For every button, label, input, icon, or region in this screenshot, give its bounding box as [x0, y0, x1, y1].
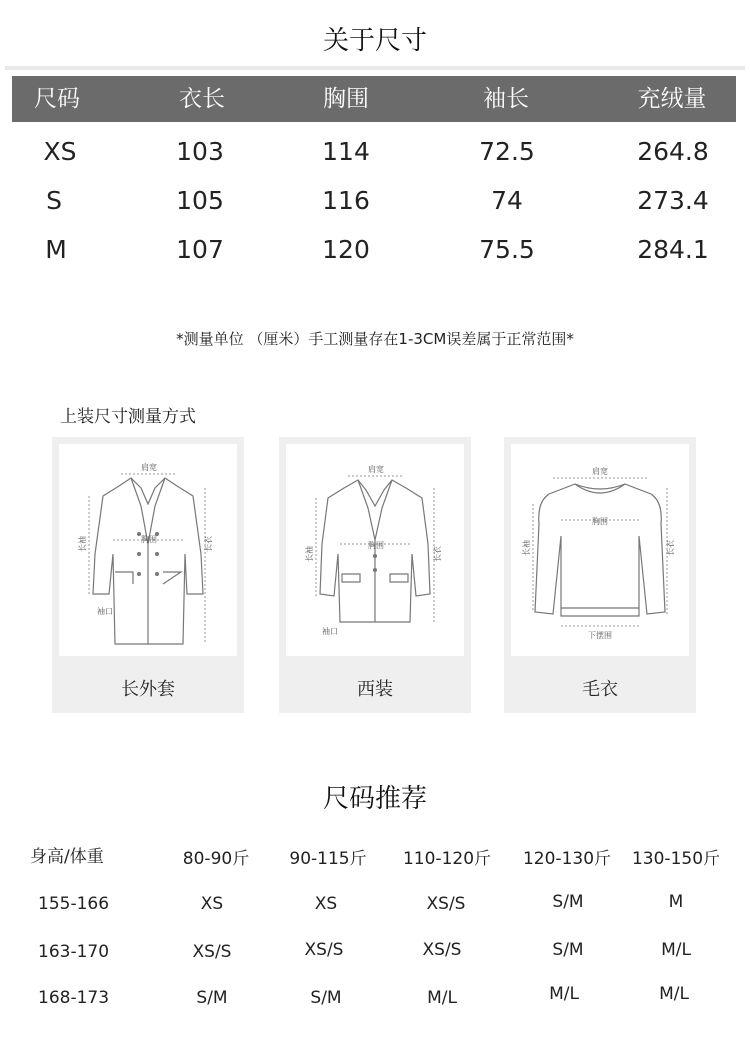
cell-size: S	[46, 186, 62, 215]
cell-chest: 120	[322, 235, 370, 264]
cell-length: 105	[176, 186, 224, 215]
recommendation-title: 尺码推荐	[322, 784, 427, 814]
rec-size: XS/S	[192, 942, 232, 962]
rec-height: 163-170	[38, 942, 110, 962]
table-row	[0, 137, 750, 177]
rec-header-weight: 110-120斤	[402, 849, 492, 869]
rec-size: M/L	[549, 984, 579, 1004]
rec-size: M/L	[659, 984, 689, 1004]
length-label: 长衣	[204, 536, 213, 552]
sweater-card	[504, 437, 696, 713]
cell-sleeve: 72.5	[479, 137, 535, 166]
rec-size: XS	[314, 894, 338, 914]
cell-sleeve: 74	[491, 186, 523, 215]
shoulder-label: 肩宽	[141, 463, 157, 472]
rec-size: S/M	[310, 988, 342, 1008]
rec-header-weight: 120-130斤	[522, 849, 612, 869]
cell-length: 107	[176, 235, 224, 264]
table-row	[0, 235, 750, 275]
rec-size: XS/S	[426, 894, 466, 914]
cell-length: 103	[176, 137, 224, 166]
chest-label: 胸围	[592, 517, 608, 526]
rec-size: S/M	[552, 940, 584, 960]
size-chart-title: 关于尺寸	[322, 26, 427, 56]
table-row	[0, 186, 750, 226]
suit-illustration	[286, 444, 464, 656]
header-chest: 胸围	[323, 86, 369, 112]
suit-card	[279, 437, 471, 713]
header-down-fill: 充绒量	[637, 86, 707, 112]
cell-chest: 116	[322, 186, 370, 215]
rec-size: S/M	[552, 892, 584, 912]
rec-height: 168-173	[38, 988, 110, 1008]
rec-size: M/L	[661, 940, 691, 960]
sweater-illustration-panel	[511, 444, 689, 656]
rec-size: M/L	[427, 988, 457, 1008]
measurement-note: *测量单位 （厘米）手工测量存在1-3CM误差属于正常范围*	[176, 330, 574, 348]
cell-size: M	[45, 235, 67, 264]
sleeve-label: 长袖	[78, 536, 87, 552]
cell-down-fill: 264.8	[637, 137, 709, 166]
rec-height: 155-166	[38, 894, 110, 914]
sweater-caption: 毛衣	[582, 679, 618, 700]
length-label: 长衣	[666, 540, 675, 556]
rec-size: XS/S	[304, 940, 344, 960]
rec-header-weight: 130-150斤	[631, 849, 721, 869]
long-coat-illustration	[59, 444, 237, 656]
header-length: 衣长	[179, 86, 225, 112]
header-sleeve: 袖长	[483, 86, 529, 112]
cell-chest: 114	[322, 137, 370, 166]
size-table-header	[12, 76, 736, 122]
long-coat-card	[52, 437, 244, 713]
rec-size: S/M	[196, 988, 228, 1008]
rec-header-weight: 80-90斤	[182, 849, 250, 869]
shoulder-label: 肩宽	[368, 465, 384, 474]
hem-label: 下摆围	[588, 631, 612, 640]
cuff-label: 袖口	[97, 607, 113, 616]
suit-caption: 西装	[357, 679, 393, 700]
cell-down-fill: 273.4	[637, 186, 709, 215]
rec-header-weight: 90-115斤	[289, 849, 367, 869]
chest-label: 胸围	[368, 541, 384, 550]
long-coat-illustration-panel	[59, 444, 237, 656]
cuff-label: 袖口	[322, 627, 338, 636]
chest-label: 胸围	[141, 535, 157, 544]
header-size: 尺码	[34, 86, 80, 112]
cell-down-fill: 284.1	[637, 235, 709, 264]
rec-size: M	[668, 892, 684, 912]
suit-illustration-panel	[286, 444, 464, 656]
rec-header-height-weight: 身高/体重	[30, 847, 104, 867]
long-coat-caption: 长外套	[121, 679, 175, 700]
cell-sleeve: 75.5	[479, 235, 535, 264]
length-label: 长衣	[433, 546, 442, 562]
rec-size: XS/S	[422, 940, 462, 960]
measurement-subtitle: 上装尺寸测量方式	[60, 407, 196, 427]
sweater-illustration	[511, 444, 689, 656]
shoulder-label: 肩宽	[592, 467, 608, 476]
rec-size: XS	[200, 894, 224, 914]
sleeve-label: 长袖	[305, 546, 314, 562]
sleeve-label: 长袖	[522, 540, 531, 556]
divider	[5, 66, 745, 70]
cell-size: XS	[43, 137, 77, 166]
